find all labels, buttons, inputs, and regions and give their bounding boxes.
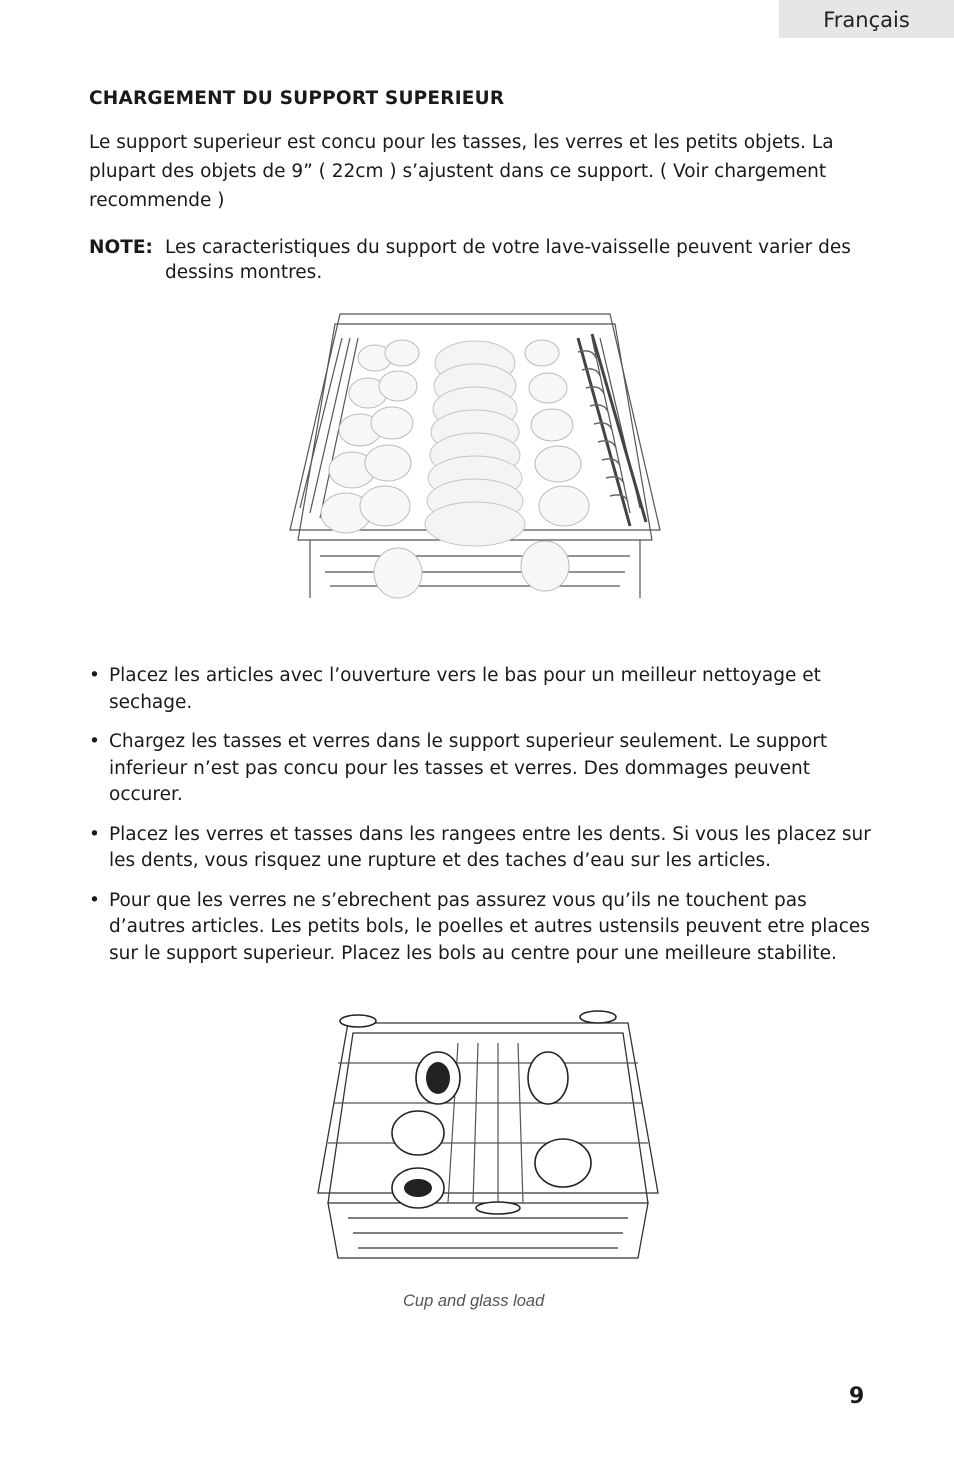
list-item	[89, 729, 879, 809]
list-item	[89, 888, 879, 968]
bullet-text: Pour que les verres ne s’ebrechent pas assurez vous qu’ils ne touchent pas d’autres articles. Les petits bols, le poelles et autres ustensils peuvent etre places sur le support superieur. Placez les bols au centre pour une meilleure stabilite.	[109, 889, 870, 964]
page-number: 9	[849, 1384, 865, 1409]
bullet-marker: •	[89, 665, 100, 686]
cup-and-glass-load-illustration	[308, 1003, 668, 1288]
bullet-text: Placez les verres et tasses dans les rangees entre les dents. Si vous les placez sur les dents, vous risquez une rupture et des taches d’eau sur les articles.	[109, 823, 871, 871]
bullet-marker: •	[89, 731, 100, 752]
bullet-text: Chargez les tasses et verres dans le support superieur seulement. Le support inferieur n’est pas concu pour les tasses et verres. Des dommages peuvent occurer.	[109, 731, 828, 805]
bullet-text: Placez les articles avec l’ouverture vers le bas pour un meilleur nettoyage et sechage.	[109, 665, 821, 713]
intro-paragraph: Le support superieur est concu pour les tasses, les verres et les petits objets. La plupart des objets de 9” ( 22cm ) s’ajustent dans ce support. ( Voir chargement recommende )	[89, 132, 834, 211]
figure-caption: Cup and glass load	[403, 1292, 545, 1310]
bullet-marker: •	[89, 823, 100, 845]
bullet-marker: •	[89, 889, 100, 911]
note-label: NOTE:	[89, 237, 153, 258]
list-item	[89, 663, 879, 716]
note-text: Les caracteristiques du support de votre lave-vaisselle peuvent varier des dessins montres.	[165, 237, 851, 283]
list-item	[89, 822, 879, 875]
upper-rack-illustration	[280, 308, 670, 608]
section-heading: CHARGEMENT DU SUPPORT SUPERIEUR	[89, 88, 505, 109]
loading-instructions-list	[89, 663, 879, 980]
language-tab: Français	[779, 0, 954, 38]
note-block	[89, 235, 869, 285]
